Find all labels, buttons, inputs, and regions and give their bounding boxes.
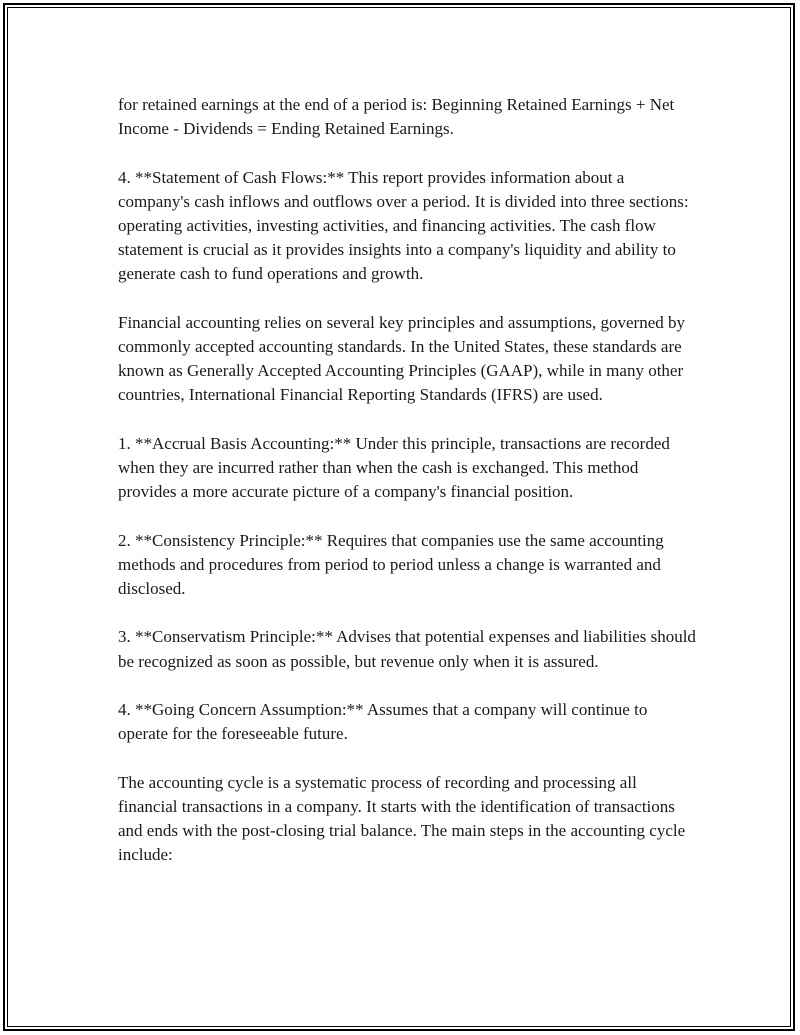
paragraph-going-concern: 4. **Going Concern Assumption:** Assumes that a company will continue to operate for the foreseeable future. [118,699,648,744]
paragraph-consistency-principle: 2. **Consistency Principle:** Requires that companies use the same accounting methods and procedures from period to period unless a change is warranted and disclosed. [118,530,664,598]
paragraph-accounting-standards: Financial accounting relies on several key principles and assumptions, governed by commonly accepted accounting standards. In the United States, these standards are known as Generally Accepted Accounting Principles (GAAP), while in many other countries, International Financial Reporting Standards (IFRS) are used. [118,312,685,405]
document-body [118,93,698,892]
paragraph-accrual-basis: 1. **Accrual Basis Accounting:** Under this principle, transactions are recorded when they are incurred rather than when the cash is exchanged. This method provides a more accurate picture of a company's financial position. [118,433,670,502]
paragraph-retained-earnings-formula: for retained earnings at the end of a period is: Beginning Retained Earnings + Net Income - Dividends = Ending Retained Earnings. [118,95,675,139]
paragraph-accounting-cycle: The accounting cycle is a systematic process of recording and processing all financial transactions in a company. It starts with the identification of transactions and ends with the post-closing trial balance. The main steps in the accounting cycle include: [118,772,686,865]
paragraph-conservatism-principle: 3. **Conservatism Principle:** Advises that potential expenses and liabilities should be recognized as soon as possible, but revenue only when it is assured. [118,627,696,671]
paragraph-statement-of-cash-flows: 4. **Statement of Cash Flows:** This report provides information about a company's cash inflows and outflows over a period. It is divided into three sections: operating activities, investing activities, and financing activities. The cash flow statement is crucial as it provides insights into a company's liquidity and ability to generate cash to fund operations and growth. [118,167,689,284]
